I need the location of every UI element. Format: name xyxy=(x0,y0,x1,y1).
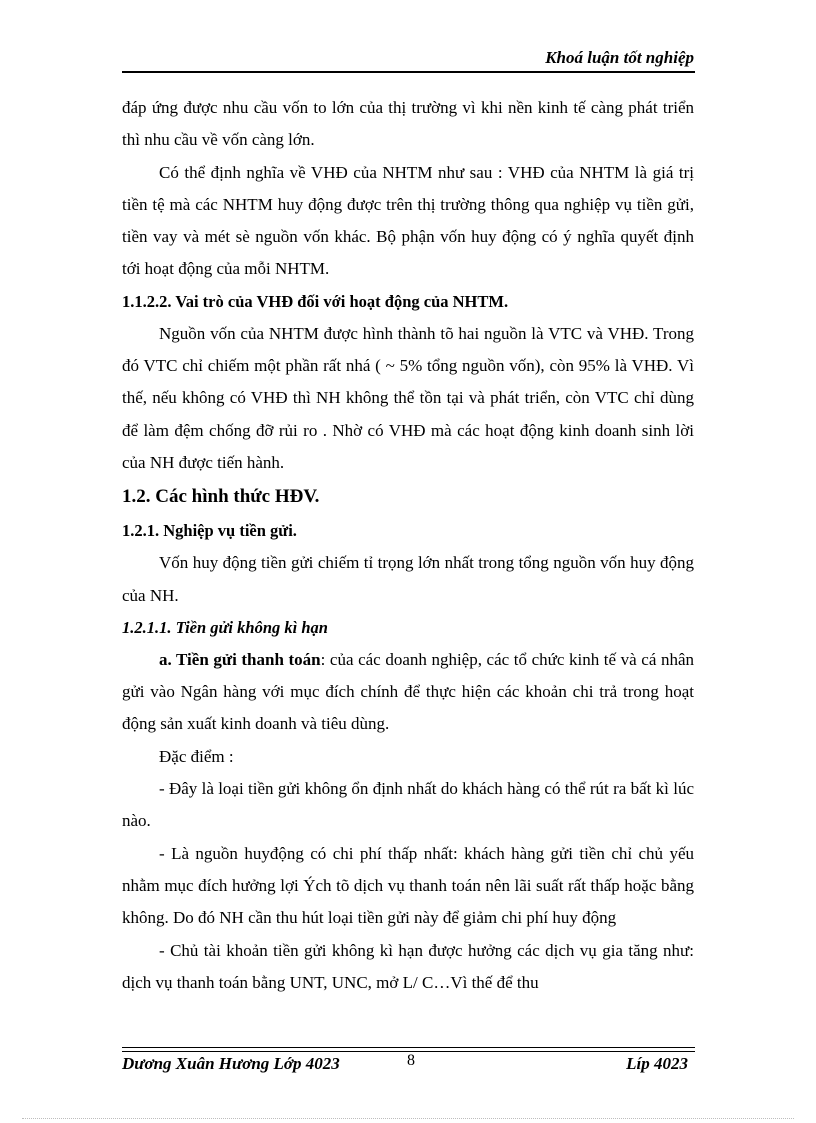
footer-class: Líp 4023 xyxy=(626,1054,688,1073)
heading-1-2-1: 1.2.1. Nghiệp vụ tiền gửi. xyxy=(122,521,297,541)
heading-1-2: 1.2. Các hình thức HĐV. xyxy=(122,486,320,508)
footer-rule-top xyxy=(122,1047,695,1048)
header-rule xyxy=(122,71,695,73)
run-in-definition: : của các doanh nghiệp, các tổ chức kinh tế và cá nhân gửi vào Ngân hàng với mục đích chính để thực hiện các khoản chi trả trong hoạt động sản xuất kinh doanh và tiêu dùng. xyxy=(122,649,694,734)
page-bottom-divider xyxy=(22,1118,794,1119)
paragraph-features-label: Đặc điểm : xyxy=(159,746,234,766)
page-body xyxy=(122,92,694,999)
bullet-low-cost: - Là nguồn huyđộng có chi phí thấp nhất: khách hàng gửi tiền chỉ chủ yếu nhằm mục đích hưởng lợi Ých tõ dịch vụ thanh toán nên lãi suất rất thấp hoặc bằng không. Do đó NH cần thu hút loại tiền gửi này để giảm chi phí huy động xyxy=(122,843,694,928)
run-in-term: a. Tiền gửi thanh toán xyxy=(159,649,321,669)
paragraph-role: Nguồn vốn của NHTM được hình thành tõ hai nguồn là VTC và VHĐ. Trong đó VTC chỉ chiếm một phần rất nhá ( ~ 5% tổng nguồn vốn), còn 95% là VHĐ. Vì thế, nếu không có VHĐ thì NH không thể tồn tại và phát triển, còn VTC chỉ dùng để làm đệm chống đỡ rủi ro . Nhờ có VHĐ mà các hoạt động kinh doanh sinh lời của NH được tiến hành. xyxy=(122,323,694,472)
heading-1-2-1-1: 1.2.1.1. Tiền gửi không kì hạn xyxy=(122,617,328,637)
footer-author: Dương Xuân Hương Lớp 4023 xyxy=(122,1054,340,1073)
running-header-title: Khoá luận tốt nghiệp xyxy=(545,48,694,67)
paragraph-continuation: đáp ứng được nhu cầu vốn to lớn của thị trường vì khi nền kinh tế càng phát triển thì nhu cầu về vốn càng lớn. xyxy=(122,98,694,150)
heading-1-1-2-2: 1.1.2.2. Vai trò của VHĐ đối với hoạt động của NHTM. xyxy=(122,291,509,311)
bullet-unstable: - Đây là loại tiền gửi không ổn định nhất do khách hàng có thể rút ra bất kì lúc nào. xyxy=(122,779,694,831)
paragraph-definition: Có thể định nghĩa về VHĐ của NHTM như sau : VHĐ của NHTM là giá trị tiền tệ mà các NHTM huy động được trên thị trường thông qua nghiệp vụ tiền gửi, tiền vay và mét sè nguồn vốn khác. Bộ phận vốn huy động có ý nghĩa quyết định tới hoạt động của mỗi NHTM. xyxy=(122,162,694,279)
page-number: 8 xyxy=(407,1052,415,1069)
paragraph-deposit-share: Vốn huy động tiền gửi chiếm tỉ trọng lớn nhất trong tổng nguồn vốn huy động của NH. xyxy=(122,553,694,605)
paragraph-payment-deposit xyxy=(122,644,694,741)
bullet-services: - Chủ tài khoản tiền gửi không kì hạn được hưởng các dịch vụ gia tăng như: dịch vụ thanh toán bằng UNT, UNC, mở L/ C…Vì thế để thu xyxy=(122,940,694,992)
